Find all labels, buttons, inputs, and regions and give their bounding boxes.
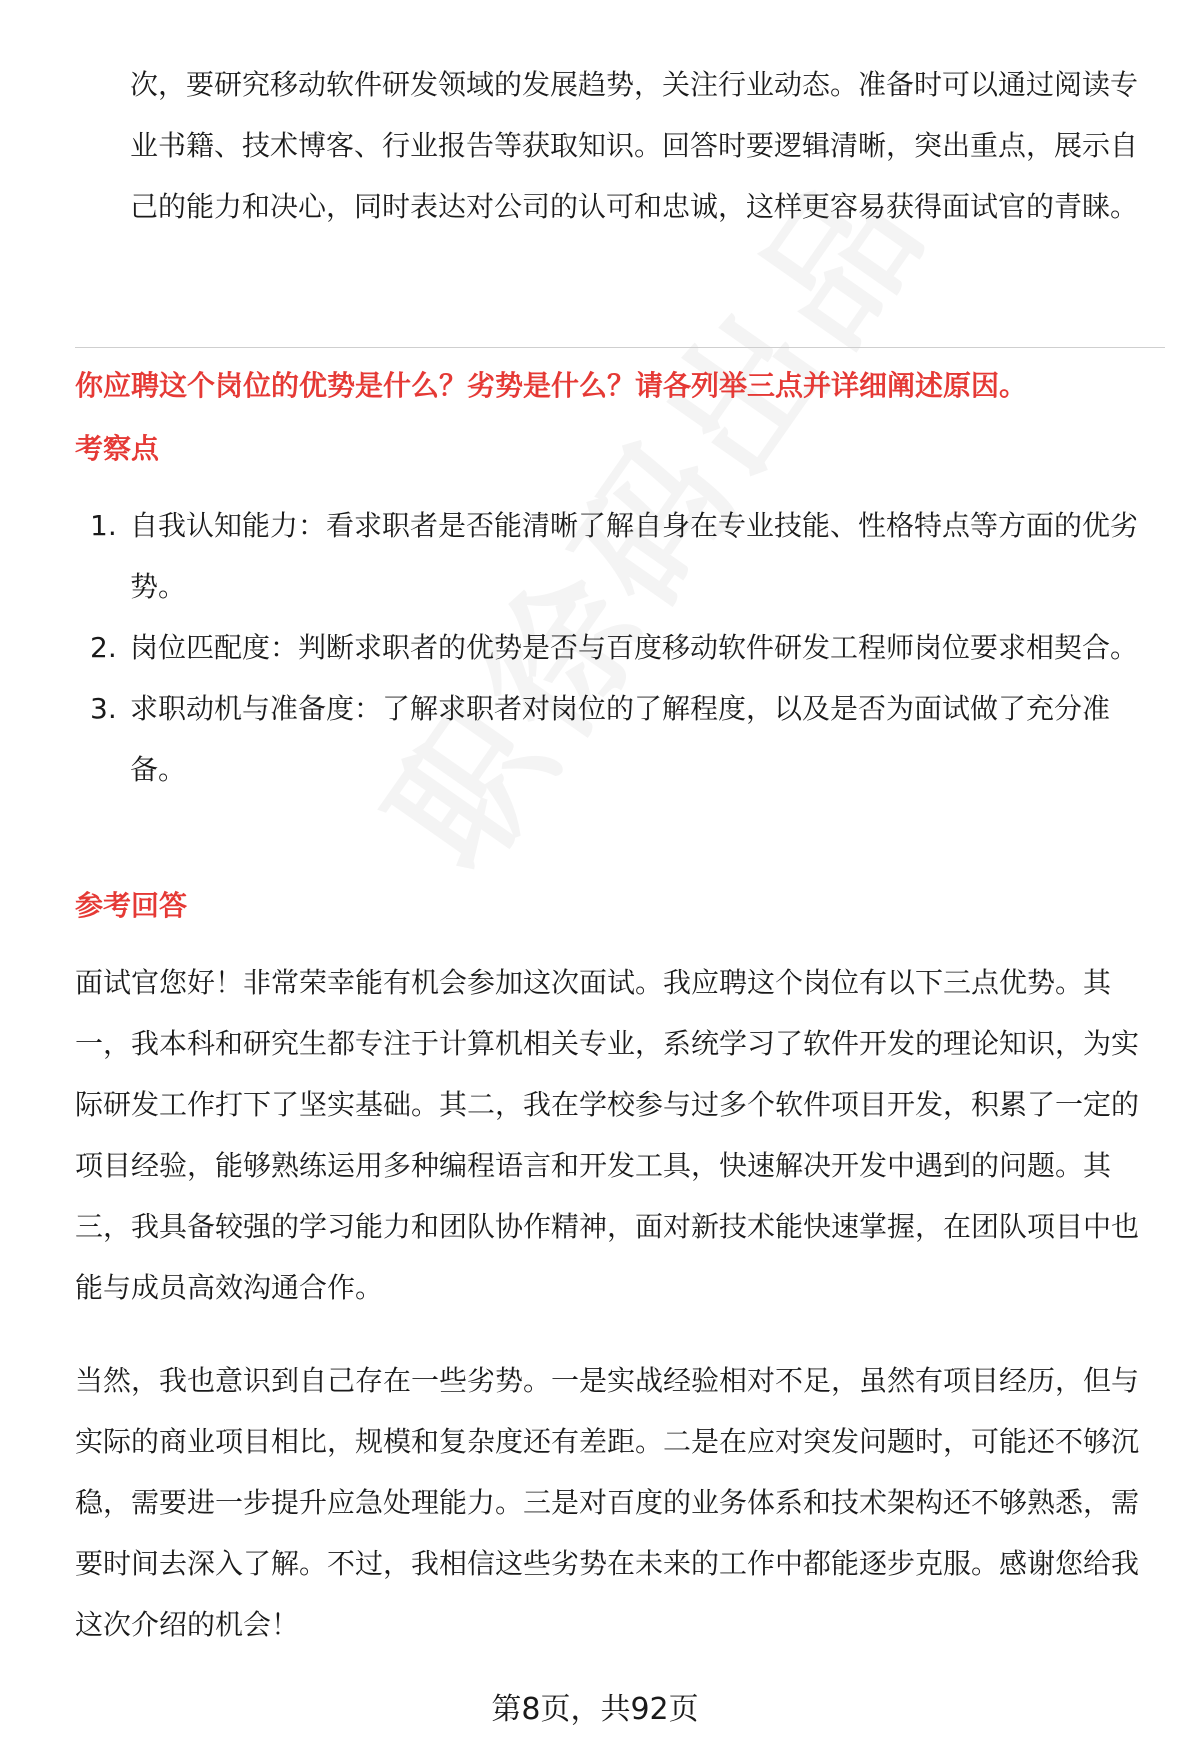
continuation-paragraph: 次，要研究移动软件研发领域的发展趋势，关注行业动态。准备时可以通过阅读专业书籍、技术博客、行业报告等获取知识。回答时要逻辑清晰，突出重点，展示自己的能力和决心，同时表达对公司的认可和忠诚，这样更容易获得面试官的青睐。 bbox=[130, 68, 1139, 223]
list-number: 3. bbox=[90, 692, 117, 725]
reference-answer-heading: 参考回答 bbox=[75, 889, 188, 922]
section-divider bbox=[75, 347, 1165, 348]
list-item bbox=[75, 617, 1165, 678]
list-item-text: 岗位匹配度：判断求职者的优势是否与百度移动软件研发工程师岗位要求相契合。 bbox=[130, 631, 1139, 664]
assessment-points-heading: 考察点 bbox=[75, 432, 160, 465]
question-heading: 你应聘这个岗位的优势是什么？劣势是什么？请各列举三点并详细阐述原因。 bbox=[75, 369, 1028, 402]
list-item bbox=[75, 495, 1165, 617]
list-item-text: 自我认知能力：看求职者是否能清晰了解自身在专业技能、性格特点等方面的优劣势。 bbox=[130, 509, 1139, 603]
list-number: 2. bbox=[90, 631, 117, 664]
assessment-points-list bbox=[75, 495, 1165, 800]
answer-paragraph-strengths: 面试官您好！非常荣幸能有机会参加这次面试。我应聘这个岗位有以下三点优势。其一，我本科和研究生都专注于计算机相关专业，系统学习了软件开发的理论知识，为实际研发工作打下了坚实基础。其二，我在学校参与过多个软件项目开发，积累了一定的项目经验，能够熟练运用多种编程语言和开发工具，快速解决开发中遇到的问题。其三，我具备较强的学习能力和团队协作精神，面对新技术能快速掌握，在团队项目中也能与成员高效沟通合作。 bbox=[75, 966, 1140, 1304]
answer-paragraph-weaknesses: 当然，我也意识到自己存在一些劣势。一是实战经验相对不足，虽然有项目经历，但与实际的商业项目相比，规模和复杂度还有差距。二是在应对突发问题时，可能还不够沉稳，需要进一步提升应急处理能力。三是对百度的业务体系和技术架构还不够熟悉，需要时间去深入了解。不过，我相信这些劣势在未来的工作中都能逐步克服。感谢您给我这次介绍的机会！ bbox=[75, 1364, 1140, 1641]
list-item-text: 求职动机与准备度：了解求职者对岗位的了解程度，以及是否为面试做了充分准备。 bbox=[130, 692, 1111, 786]
list-item bbox=[75, 678, 1165, 800]
list-number: 1. bbox=[90, 509, 117, 542]
page-number-footer: 第8页，共92页 bbox=[491, 1692, 699, 1727]
